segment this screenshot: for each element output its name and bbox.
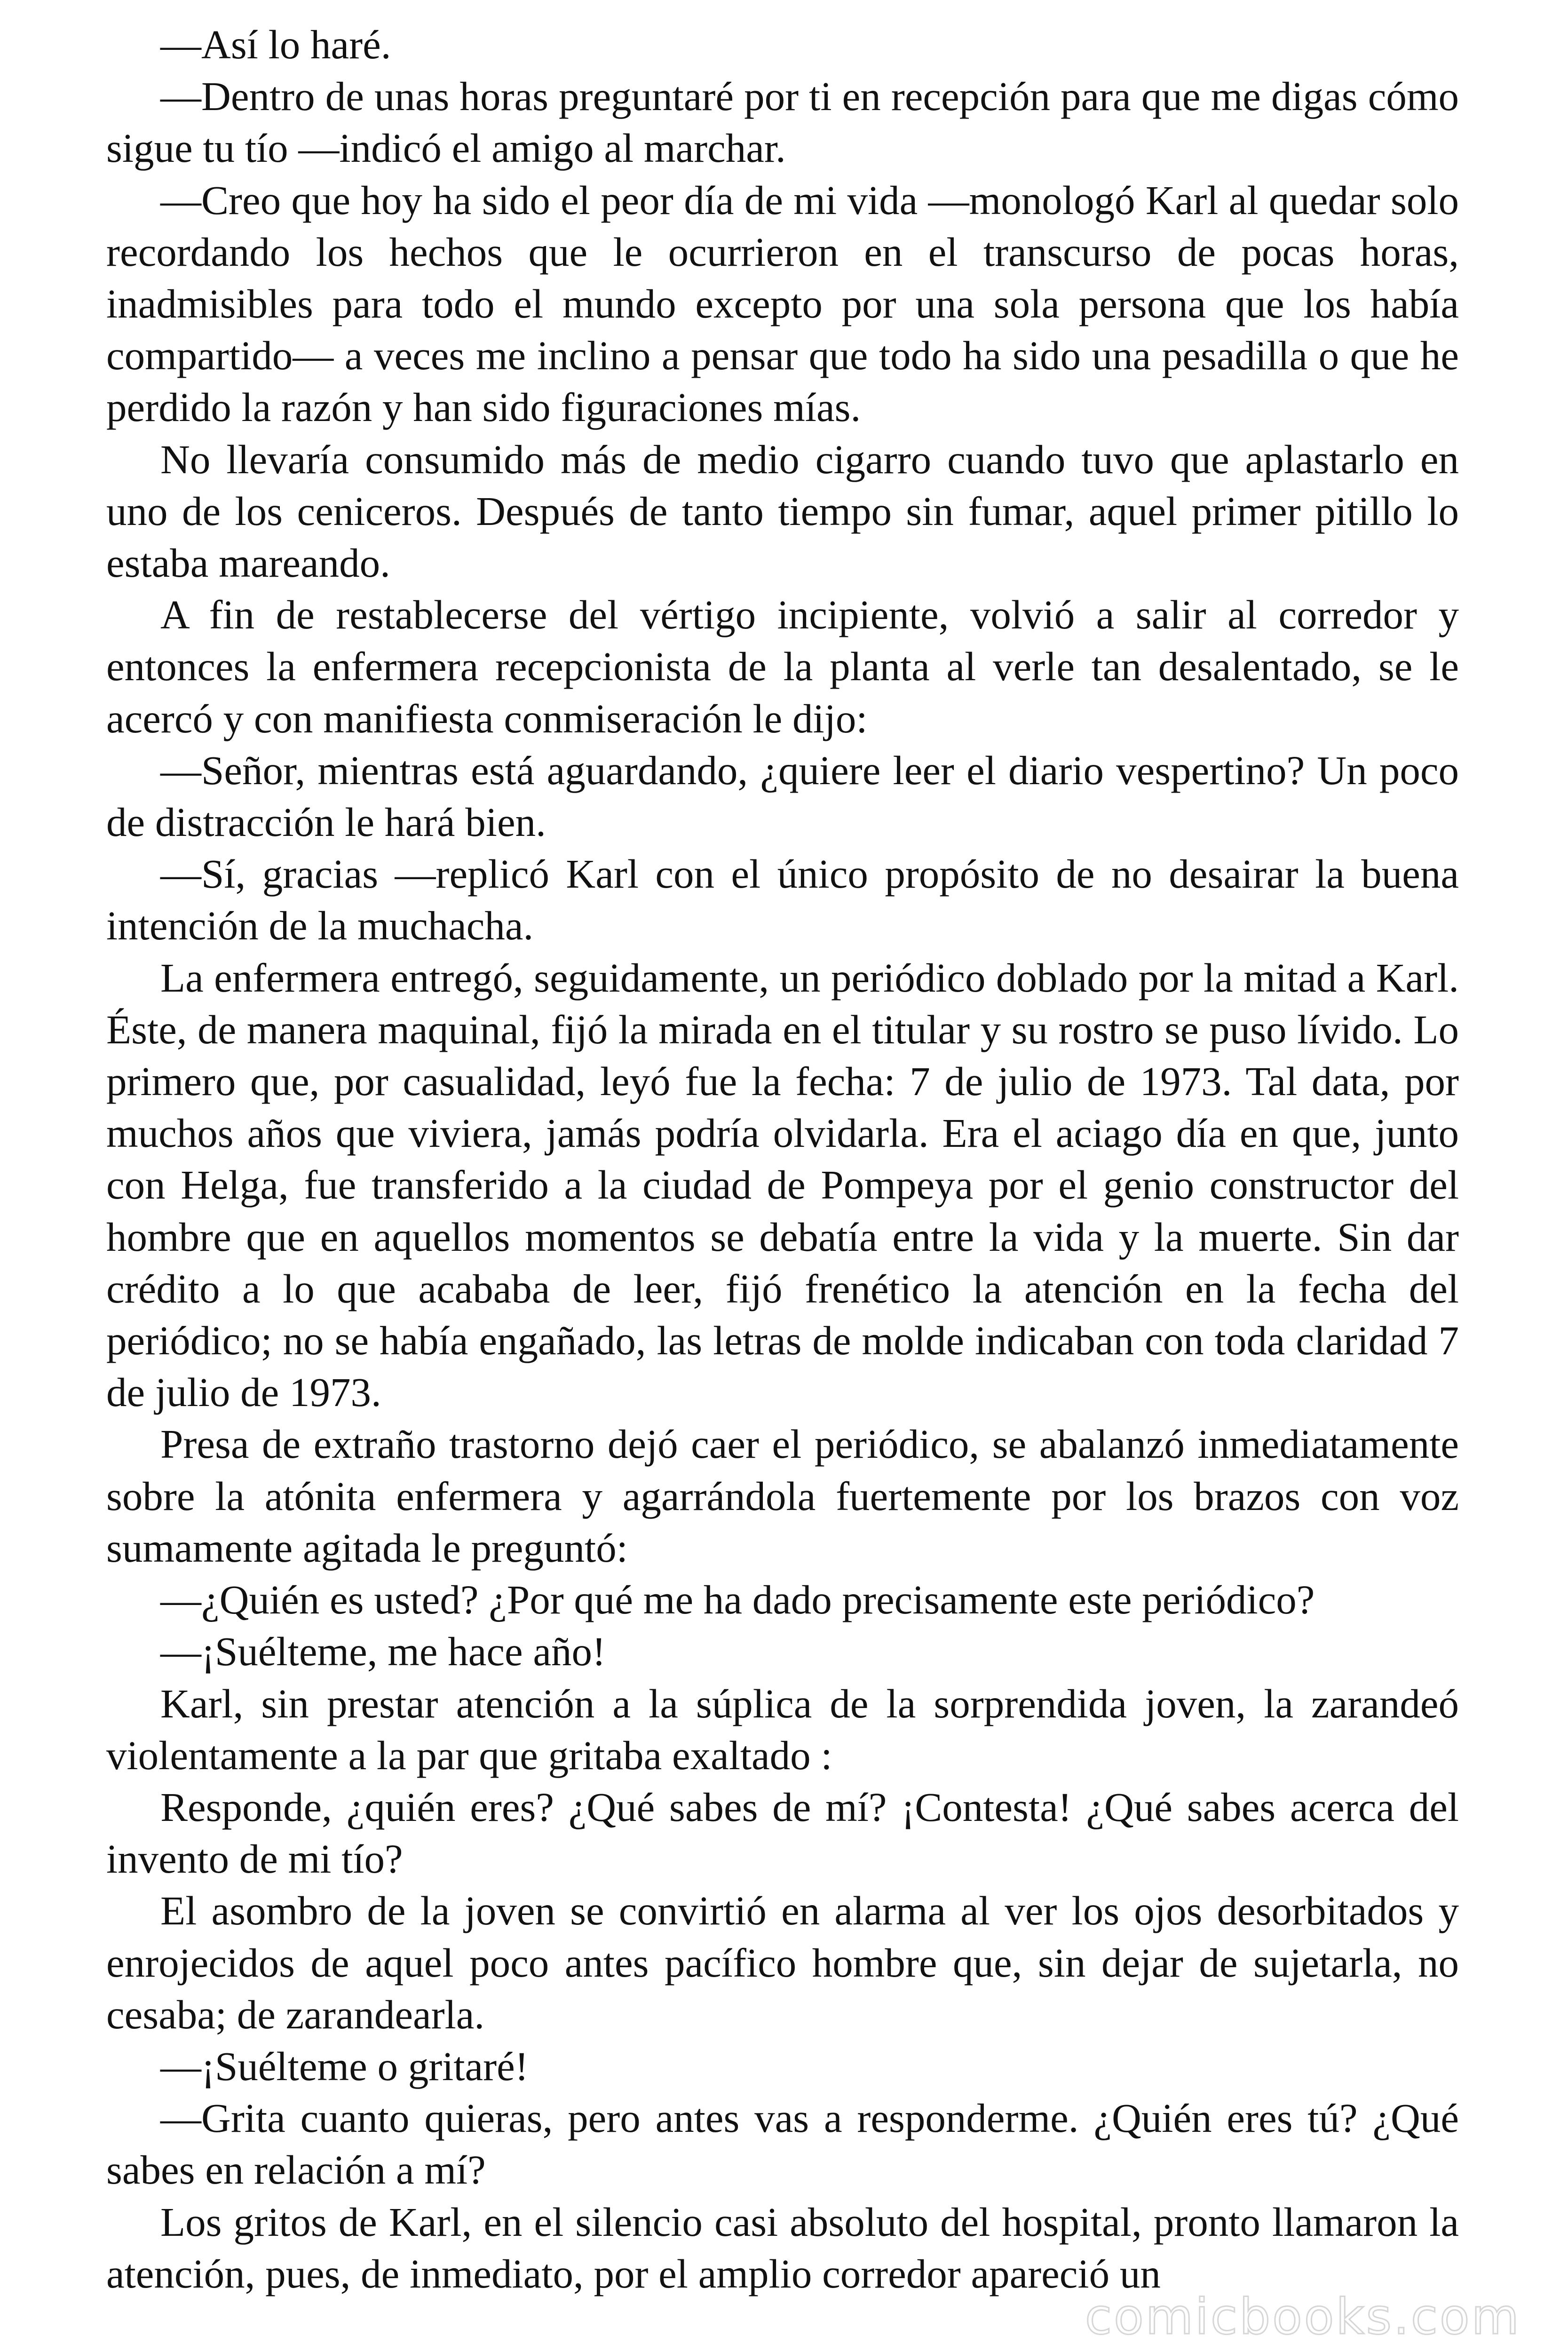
paragraph-1: —Así lo haré. [160,22,391,67]
paragraph-3: —Creo que hoy ha sido el peor día de mi vida —monologó Karl al quedar solo recordando los hechos que le ocurrieron en el transcurso de pocas horas, inadmisibles para todo el mundo excepto por una sola persona que los había compartido— a veces me inclino a pensar que todo ha sido una pesadilla o que he perdido la razón y han sido figuraciones mías. [106,177,1459,430]
paragraph-4: No llevaría consumido más de medio cigarro cuando tuvo que aplastarlo en uno de los ceniceros. Después de tanto tiempo sin fumar, aquel primer pitillo lo estaba mareando. [106,436,1459,586]
paragraph-16: —Grita cuanto quieras, pero antes vas a responderme. ¿Quién eres tú? ¿Qué sabes en relación a mí? [106,2095,1459,2193]
paragraph-15: —¡Suélteme o gritaré! [160,2043,529,2089]
paragraph-14: El asombro de la joven se convirtió en alarma al ver los ojos desorbitados y enrojecidos de aquel poco antes pacífico hombre que, sin dejar de sujetarla, no cesaba; de zarandearla. [106,1888,1459,2037]
paragraph-2: —Dentro de unas horas preguntaré por ti en recepción para que me digas cómo sigue tu tío —indicó el amigo al marchar. [106,73,1459,171]
paragraph-10: —¿Quién es usted? ¿Por qué me ha dado precisamente este periódico? [160,1577,1315,1623]
paragraph-9: Presa de extraño trastorno dejó caer el periódico, se abalanzó inmediatamente sobre la atónita enfermera y agarrándola fuertemente por los brazos con voz sumamente agitada le preguntó: [106,1421,1459,1571]
paragraph-12: Karl, sin prestar atención a la súplica de la sorprendida joven, la zarandeó violentamente a la par que gritaba exaltado : [106,1680,1459,1778]
paragraph-6: —Señor, mientras está aguardando, ¿quiere leer el diario vespertino? Un poco de distracción le hará bien. [106,747,1459,845]
page-body-text [106,19,1459,2300]
paragraph-13: Responde, ¿quién eres? ¿Qué sabes de mí? ¡Contesta! ¿Qué sabes acerca del invento de mi tío? [106,1784,1459,1882]
paragraph-7: —Sí, gracias —replicó Karl con el único propósito de no desairar la buena intención de la muchacha. [106,851,1459,949]
paragraph-17: Los gritos de Karl, en el silencio casi absoluto del hospital, pronto llamaron la atención, pues, de inmediato, por el amplio corredor apareció un [106,2199,1459,2296]
watermark: comicbooks.com [1085,2288,1521,2345]
paragraph-11: —¡Suélteme, me hace año! [160,1629,606,1675]
paragraph-8: La enfermera entregó, seguidamente, un periódico doblado por la mitad a Karl. Éste, de manera maquinal, fijó la mirada en el titular y su rostro se puso lívido. Lo primero que, por casualidad, leyó fue la fecha: 7 de julio de 1973. Tal data, por muchos años que viviera, jamás podría olvidarla. Era el aciago día en que, junto con Helga, fue transferido a la ciudad de Pompeya por el genio constructor del hombre que en aquellos momentos se debatía entre la vida y la muerte. Sin dar crédito a lo que acababa de leer, fijó frenético la atención en la fecha del periódico; no se había engañado, las letras de molde indicaban con toda claridad 7 de julio de 1973. [106,954,1459,1415]
paragraph-5: A fin de restablecerse del vértigo incipiente, volvió a salir al corredor y entonces la enfermera recepcionista de la planta al verle tan desalentado, se le acercó y con manifiesta conmiseración le dijo: [106,592,1459,741]
